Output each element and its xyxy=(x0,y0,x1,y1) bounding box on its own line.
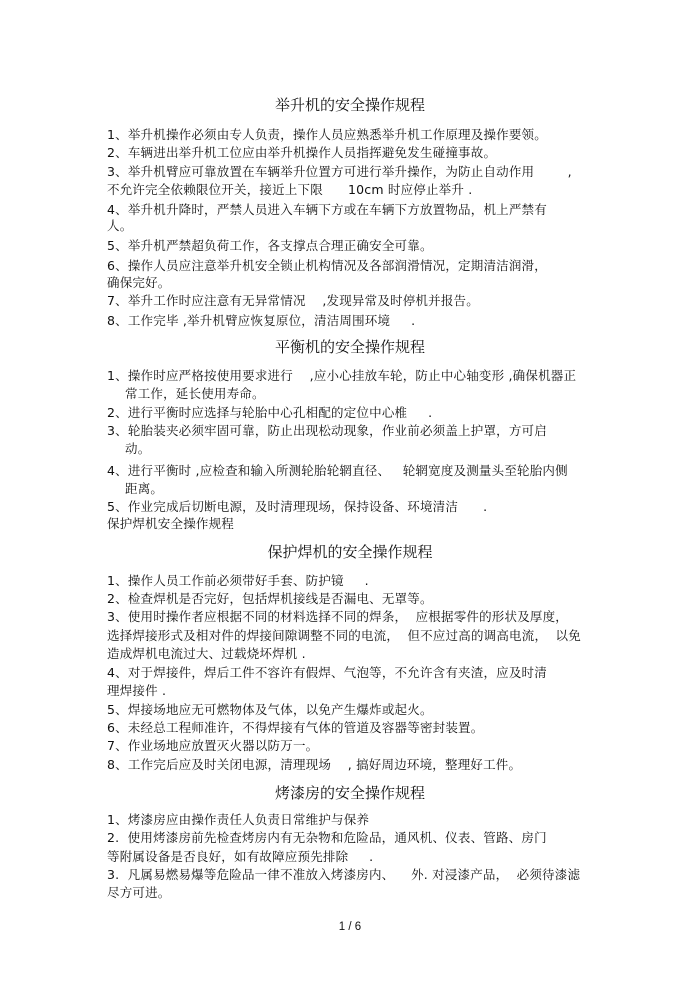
text-line: 选择焊接形式及相对件的焊接间隙调整不同的电流， 但不应过高的调高电流， 以免 xyxy=(107,628,581,643)
text-line: 2、检查焊机是否完好，包括焊机接线是否漏电、无罩等。 xyxy=(107,591,433,606)
text-line: 距离。 xyxy=(125,481,164,496)
text-line: 理焊接件 . xyxy=(107,683,167,698)
section-title: 烤漆房的安全操作规程 xyxy=(274,784,425,802)
text-line: 2、进行平衡时应选择与轮胎中心孔相配的定位中心椎 . xyxy=(107,405,433,420)
text-line: 3. 凡属易燃易爆等危险品一律不准放入烤漆房内、 外. 对浸漆产品， 必须待漆滤 xyxy=(107,867,581,882)
text-line: 7、作业场地应放置灭火器以防万一。 xyxy=(107,738,319,753)
section-title: 平衡机的安全操作规程 xyxy=(274,338,425,356)
text-line: 7、举升工作时应注意有无异常情况 ,发现异常及时停机并报告。 xyxy=(107,293,479,308)
text-line: 4、举升机升降时，严禁人员进入车辆下方或在车辆下方放置物品，机上严禁有 xyxy=(107,202,547,217)
text-line: 造成焊机电流过大、过载烧坏焊机 . xyxy=(107,646,306,661)
text-line: 等附属设备是否良好，如有故障应预先排除 . xyxy=(107,849,374,864)
text-line: 5、举升机严禁超负荷工作，各支撑点合理正确安全可靠。 xyxy=(107,238,433,253)
text-line: 保护焊机安全操作规程 xyxy=(107,516,235,531)
text-line: 1、举升机操作必须由专人负责，操作人员应熟悉举升机工作原理及操作要领。 xyxy=(107,127,547,142)
section-title: 举升机的安全操作规程 xyxy=(274,96,425,114)
text-line: 尽方可进。 xyxy=(107,885,171,900)
text-line: 3、轮胎装夹必须牢固可靠，防止出现松动现象，作业前必须盖上护罩，方可启 xyxy=(107,423,547,438)
text-line: 8、工作完后应及时关闭电源，清理现场 , 搞好周边环境，整理好工件。 xyxy=(107,757,522,772)
text-line: 2. 使用烤漆房前先检查烤房内有无杂物和危险品，通风机、仪表、管路、房门 xyxy=(107,830,547,845)
text-line: 4、对于焊接件，焊后工件不容许有假焊、气泡等，不允许含有夹渣，应及时清 xyxy=(107,665,547,680)
text-line: 6、操作人员应注意举升机安全锁止机构情况及各部润滑情况，定期清洁润滑， xyxy=(107,258,547,273)
text-line: 1、操作时应严格按使用要求进行 ,应小心挂放车轮，防止中心轴变形 ,确保机器正 xyxy=(107,368,577,383)
section-title: 保护焊机的安全操作规程 xyxy=(267,543,433,561)
page-number: 1 / 6 xyxy=(338,921,362,933)
text-line: 6、未经总工程师准许，不得焊接有气体的管道及容器等密封装置。 xyxy=(107,720,484,735)
text-line: 3、使用时操作者应根据不同的材料选择不同的焊条， 应根据零件的形状及厚度， xyxy=(107,609,569,624)
text-line: 2、车辆进出举升机工位应由举升机操作人员指挥避免发生碰撞事故。 xyxy=(107,145,497,160)
text-line: 不允许完全依赖限位开关，接近上下限 10cm 时应停止举升 . xyxy=(107,182,473,197)
text-line: 人。 xyxy=(107,218,133,233)
text-line: 3、举升机臂应可靠放置在车辆举升位置方可进行举升操作，为防止自动作用 , xyxy=(107,164,572,179)
text-line: 5、作业完成后切断电源，及时清理现场，保持设备、环境清洁 . xyxy=(107,499,488,514)
text-line: 1、烤漆房应由操作责任人负责日常维护与保养 xyxy=(107,812,370,827)
text-line: 4、进行平衡时 ,应检查和输入所测轮胎轮辋直径、 轮辋宽度及测量头至轮胎内侧 xyxy=(107,463,568,478)
text-line: 1、操作人员工作前必须带好手套、防护镜 . xyxy=(107,573,369,588)
text-line: 确保完好。 xyxy=(107,275,171,290)
text-line: 8、工作完毕 ,举升机臂应恢复原位，清洁周围环境 . xyxy=(107,313,416,328)
text-line: 动。 xyxy=(125,441,151,456)
text-line: 5、焊接场地应无可燃物体及气体，以免产生爆炸或起火。 xyxy=(107,702,433,717)
text-line: 常工作，延长使用寿命。 xyxy=(125,386,265,401)
